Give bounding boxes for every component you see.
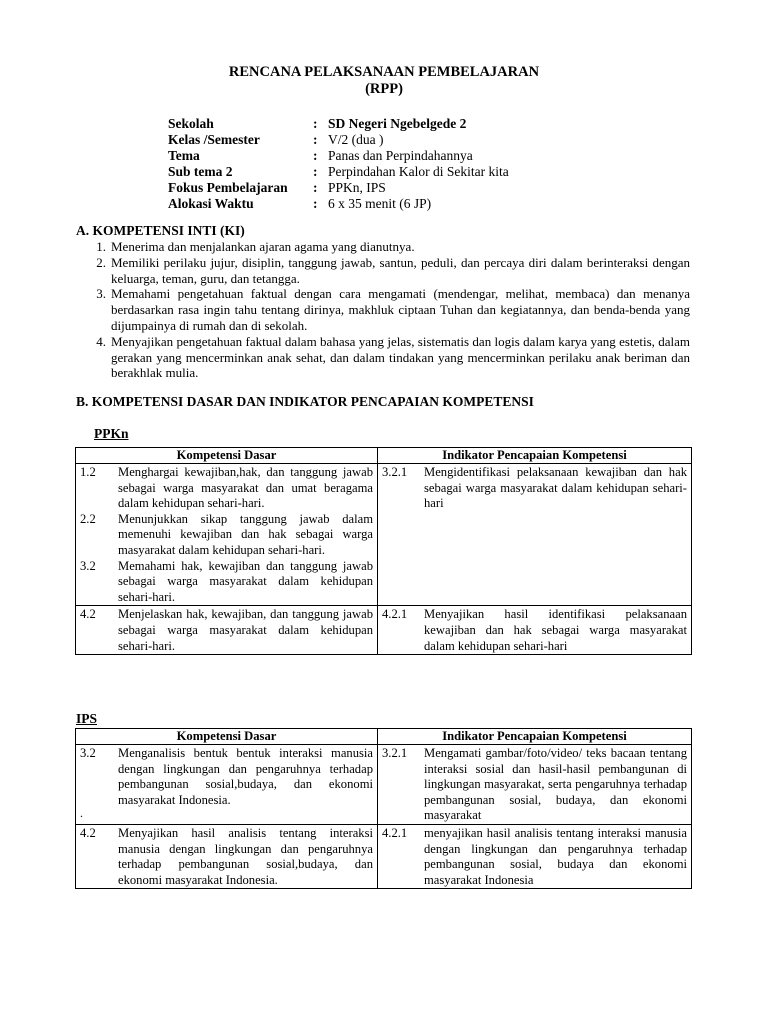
ips-label: IPS [76, 711, 98, 726]
info-separator: : [313, 196, 318, 211]
info-value: SD Negeri Ngebelgede 2 [328, 116, 467, 131]
info-separator: : [313, 164, 318, 179]
indicator-text: Mengamati gambar/foto/video/ teks bacaan tentang interaksi sosial dan hasil-hasil pembangunan di lingkungan masyarakat, serta pengaruhnya terhadap pembangunan sosial, budaya, dan ekonomi masyarakat [424, 746, 687, 823]
kd-entry [80, 559, 373, 606]
indicator-cell [378, 606, 692, 655]
indicator-text: menyajikan hasil analisis tentang interaksi manusia dengan lingkungan dan pengaruhnya terhadap pembangunan sosial, budaya dan ekonomi masyarakat Indonesia [424, 825, 687, 887]
kd-entry [80, 512, 373, 559]
kd-cell [76, 824, 378, 888]
info-value: 6 x 35 menit (6 JP) [328, 196, 432, 211]
info-row-time [168, 196, 509, 212]
indicator-entry [382, 607, 687, 654]
ki-number: 1. [96, 239, 106, 254]
ki-list [76, 239, 690, 381]
stray-dot: . [80, 806, 83, 821]
info-separator: : [313, 180, 318, 195]
indicator-text: Menyajikan hasil identifikasi pelaksanaan kewajiban dan hak sebagai warga masyarakat dalam kehidupan sehari-hari [424, 607, 687, 653]
kd-entry [80, 826, 373, 888]
indicator-code: 4.2.1 [382, 825, 408, 840]
kd-entry [80, 746, 373, 808]
kd-code: 1.2 [80, 465, 96, 479]
info-value: Panas dan Perpindahannya [328, 148, 473, 163]
info-separator: : [313, 132, 318, 147]
kd-text: Menjelaskan hak, kewajiban, dan tanggung jawab sebagai warga masyarakat dalam kehidupan sehari-hari. [118, 607, 373, 653]
document-subtitle: (RPP) [365, 81, 403, 97]
ki-item [76, 239, 690, 255]
ki-item [76, 286, 690, 333]
info-value: Perpindahan Kalor di Sekitar kita [328, 164, 509, 179]
info-label: Kelas /Semester [168, 132, 260, 147]
indicator-cell [378, 464, 692, 606]
section-b-heading: B. KOMPETENSI DASAR DAN INDIKATOR PENCAPAIAN KOMPETENSI [76, 394, 534, 409]
table-header-row [76, 448, 692, 464]
table-header-row [76, 729, 692, 745]
ppkn-label: PPKn [94, 426, 129, 441]
indicator-cell [378, 745, 692, 825]
kd-text: Menyajikan hasil analisis tentang interaksi manusia dengan lingkungan dan pengaruhnya terhadap pembangunan sosial,budaya, dan ekonomi masyarakat Indonesia. [118, 825, 373, 887]
identity-block [168, 116, 509, 212]
kd-code: 4.2 [80, 607, 96, 622]
table-row [76, 745, 692, 825]
kd-cell [76, 606, 378, 655]
table-row [76, 824, 692, 888]
header-kompetensi-dasar: Kompetensi Dasar [76, 729, 378, 745]
ki-number: 2. [96, 254, 106, 270]
document-title: RENCANA PELAKSANAAN PEMBELAJARAN [228, 64, 540, 80]
kd-text: Menghargai kewajiban,hak, dan tanggung jawab sebagai warga masyarakat dan umat beragama dalam kehidupan sehari-hari. [118, 465, 373, 511]
kd-code: 2.2 [80, 511, 96, 526]
ki-item [76, 255, 690, 287]
ppkn-table [75, 447, 692, 655]
kd-text: Menunjukkan sikap tanggung jawab dalam memenuhi kewajiban dan hak sebagai warga masyarakat dalam kehidupan sehari-hari. [118, 511, 373, 557]
header-indikator: Indikator Pencapaian Kompetensi [378, 448, 692, 464]
indicator-code: 4.2.1 [382, 607, 408, 622]
info-row-class [168, 132, 509, 148]
ki-text: Memiliki perilaku jujur, disiplin, tanggung jawab, santun, peduli, dan percaya diri dalam berinteraksi dengan keluarga, teman, guru, dan tetangga. [111, 254, 690, 286]
ki-number: 3. [96, 286, 106, 302]
indicator-entry [382, 465, 687, 512]
kd-cell [76, 464, 378, 606]
kd-cell [76, 745, 378, 825]
table-row [76, 606, 692, 655]
ki-number: 4. [96, 333, 106, 349]
header-indikator: Indikator Pencapaian Kompetensi [378, 729, 692, 745]
indicator-text: Mengidentifikasi pelaksanaan kewajiban dan hak sebagai warga masyarakat dalam kehidupan sehari-hari [424, 465, 687, 511]
kd-code: 3.2 [80, 746, 96, 760]
info-label: Sub tema 2 [168, 164, 233, 179]
info-value: V/2 (dua ) [328, 132, 384, 147]
info-separator: : [313, 148, 318, 163]
kd-entry [80, 607, 373, 654]
indicator-code: 3.2.1 [382, 746, 408, 760]
info-row-focus [168, 180, 509, 196]
info-row-school [168, 116, 509, 132]
info-row-theme [168, 148, 509, 164]
kd-text: Menganalisis bentuk bentuk interaksi manusia dengan lingkungan dan pengaruhnya terhadap pembangunan sosial,budaya, dan ekonomi masyarakat Indonesia. [118, 746, 373, 807]
kd-text: Memahami hak, kewajiban dan tanggung jawab sebagai warga masyarakat dalam kehidupan sehari-hari. [118, 558, 373, 604]
indicator-cell [378, 824, 692, 888]
info-label: Alokasi Waktu [168, 196, 254, 211]
kd-code: 4.2 [80, 825, 96, 840]
section-a-heading: A. KOMPETENSI INTI (KI) [76, 223, 245, 238]
ips-table [75, 728, 692, 889]
info-label: Fokus Pembelajaran [168, 180, 288, 195]
info-separator: : [313, 116, 318, 131]
ki-text: Menerima dan menjalankan ajaran agama yang dianutnya. [111, 239, 415, 254]
indicator-code: 3.2.1 [382, 465, 408, 479]
info-label: Sekolah [168, 116, 214, 131]
header-kompetensi-dasar: Kompetensi Dasar [76, 448, 378, 464]
indicator-entry [382, 746, 687, 824]
ki-text: Memahami pengetahuan faktual dengan cara mengamati (mendengar, melihat, membaca) dan menanya berdasarkan rasa ingin tahu tentang dirinya, makhluk ciptaan Tuhan dan kegiatannya, dan benda-benda yang dijumpainya di rumah dan di sekolah. [111, 286, 690, 333]
kd-code: 3.2 [80, 558, 96, 573]
info-label: Tema [168, 148, 200, 163]
table-row [76, 464, 692, 606]
info-value: PPKn, IPS [328, 180, 386, 195]
info-row-subtheme [168, 164, 509, 180]
ki-text: Menyajikan pengetahuan faktual dalam bahasa yang jelas, sistematis dan logis dalam karya yang estetis, dalam gerakan yang mencerminkan anak sehat, dan dalam tindakan yang mencerminkan perilaku anak beriman dan berakhlak mulia. [111, 333, 690, 381]
kd-entry [80, 465, 373, 512]
ki-item [76, 334, 690, 381]
indicator-entry [382, 826, 687, 888]
